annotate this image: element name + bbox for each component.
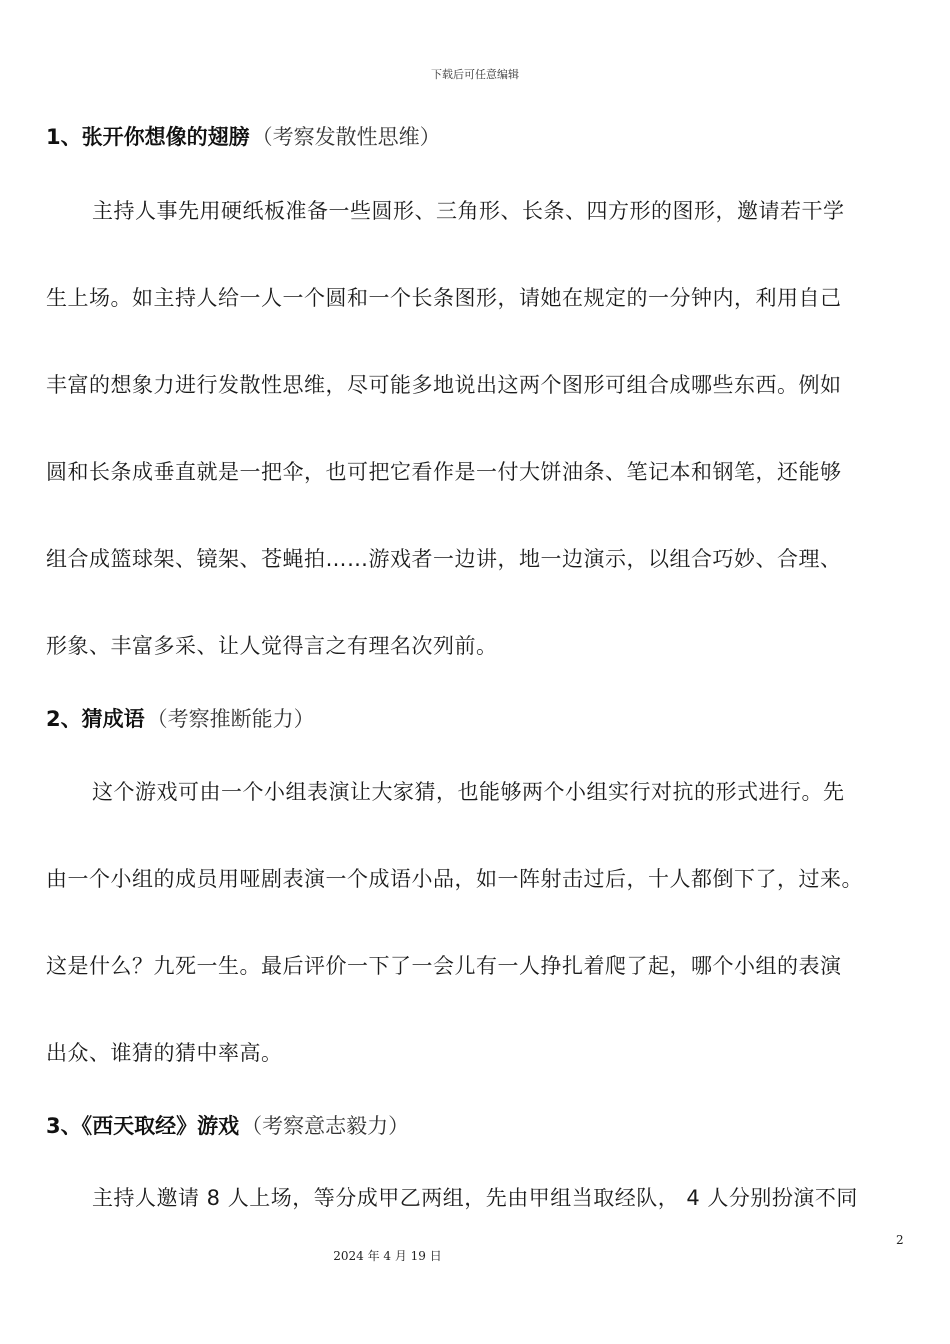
paragraph-line: 圆和长条成垂直就是一把伞，也可把它看作是一付大饼油条、笔记本和钢笔，还能够: [46, 460, 842, 484]
section-note: （考察意志毅力）: [241, 1114, 410, 1138]
section-title: 《西天取经》游戏: [81, 1114, 240, 1138]
section-title: 猜成语: [81, 707, 145, 731]
paragraph-line: 出众、谁猜的猜中率高。: [46, 1041, 283, 1065]
section-title: 张开你想像的翅膀: [81, 125, 250, 149]
section-number: 3、: [46, 1114, 82, 1138]
section-heading-2: [46, 704, 315, 734]
footer-date: 2024 年 4 月 19 日: [333, 1249, 442, 1263]
paragraph-line: 这个游戏可由一个小组表演让大家猜，也能够两个小组实行对抗的形式进行。先: [92, 780, 845, 804]
paragraph-line: 主持人事先用硬纸板准备一些圆形、三角形、长条、四方形的图形，邀请若干学: [92, 199, 845, 223]
paragraph-line: 组合成篮球架、镜架、苍蝇拍……游戏者一边讲，地一边演示，以组合巧妙、合理、: [46, 547, 842, 571]
paragraph-line: 生上场。如主持人给一人一个圆和一个长条图形，请她在规定的一分钟内，利用自己: [46, 286, 842, 310]
page-header: 下载后可任意编辑: [431, 68, 519, 81]
paragraph-line: 由一个小组的成员用哑剧表演一个成语小品，如一阵射击过后，十人都倒下了，过来。: [46, 867, 863, 891]
paragraph-line: 这是什么？九死一生。最后评价一下了一会儿有一人挣扎着爬了起，哪个小组的表演: [46, 954, 842, 978]
section-number: 1、: [46, 125, 82, 149]
section-heading-3: [46, 1111, 409, 1141]
paragraph-line: 形象、丰富多采、让人觉得言之有理名次列前。: [46, 634, 498, 658]
paragraph-line: 丰富的想象力进行发散性思维，尽可能多地说出这两个图形可组合成哪些东西。例如: [46, 373, 842, 397]
section-note: （考察推断能力）: [146, 707, 315, 731]
section-number: 2、: [46, 707, 82, 731]
section-note: （考察发散性思维）: [251, 125, 441, 149]
section-heading-1: [46, 122, 441, 152]
paragraph-line: 主持人邀请 8 人上场，等分成甲乙两组，先由甲组当取经队， 4 人分别扮演不同: [92, 1186, 858, 1210]
page-number: 2: [896, 1233, 904, 1247]
